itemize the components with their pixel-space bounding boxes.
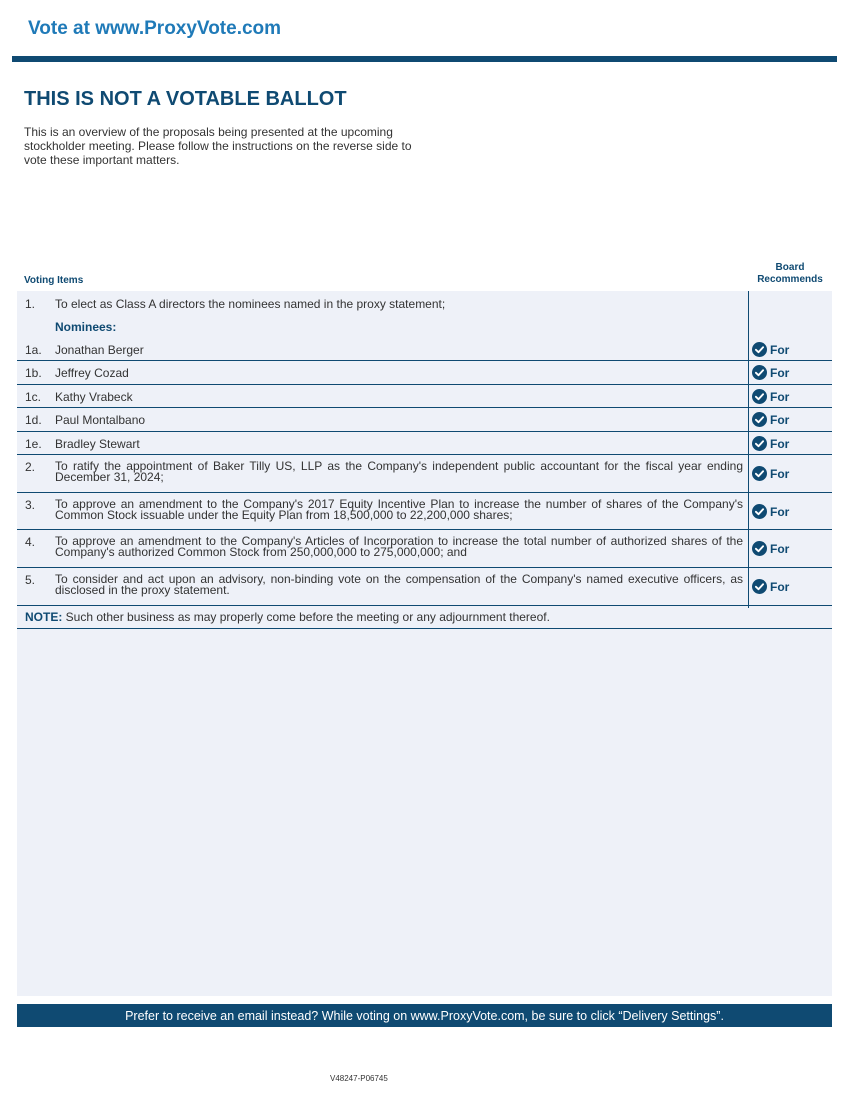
item-row-1 — [17, 295, 832, 315]
recommendation-label: For — [770, 579, 790, 594]
proposal-text: To approve an amendment to the Company's Articles of Incorporation to increase the total number of authorized shares of the Company's authorized Common Stock from 250,000,000 to 275,000,000; and — [55, 534, 743, 559]
item-text: To elect as Class A directors the nominees named in the proxy statement; — [55, 297, 446, 311]
nominee-number: 1d. — [25, 413, 42, 427]
proposal-text: To consider and act upon an advisory, non-binding vote on the compensation of the Company's named executive officers, as disclosed in the proxy statement. — [55, 572, 743, 597]
recommendation-for — [752, 541, 832, 556]
nominee-row — [17, 338, 832, 361]
nominee-row — [17, 385, 832, 408]
check-circle-icon — [752, 365, 767, 380]
document-code: V48247-P06745 — [330, 1074, 388, 1083]
vote-link-header: Vote at www.ProxyVote.com — [28, 18, 282, 39]
recommendation-label: For — [770, 389, 790, 404]
recommendation-for — [752, 412, 832, 427]
recommendation-for — [752, 436, 832, 451]
proposal-row-2 — [17, 455, 832, 493]
check-circle-icon — [752, 389, 767, 404]
recommendation-label: For — [770, 412, 790, 427]
intro-text: This is an overview of the proposals being presented at the upcoming stockholder meeting. Please follow the instructions on the reverse side to vote these important matters. — [24, 125, 412, 167]
proposal-row-4 — [17, 530, 832, 568]
recommendation-for — [752, 342, 832, 357]
voting-items-header: Voting Items — [24, 275, 84, 286]
nominee-number: 1c. — [25, 390, 42, 404]
recommendation-label: For — [770, 466, 790, 481]
check-circle-icon — [752, 504, 767, 519]
recommendation-label: For — [770, 365, 790, 380]
check-circle-icon — [752, 579, 767, 594]
item-number: 1. — [25, 297, 36, 311]
recommendation-for — [752, 504, 832, 519]
recommendation-label: For — [770, 504, 790, 519]
proposal-number: 2. — [25, 460, 36, 474]
proposal-row-5 — [17, 568, 832, 606]
check-circle-icon — [752, 466, 767, 481]
top-divider — [12, 56, 837, 62]
recommendation-for — [752, 365, 832, 380]
proposal-text: To ratify the appointment of Baker Tilly US, LLP as the Company's independent public accountant for the fiscal year ending December 31, 2024; — [55, 459, 743, 484]
recommendation-label: For — [770, 541, 790, 556]
proposal-row-3 — [17, 493, 832, 530]
proposal-number: 5. — [25, 573, 36, 587]
check-circle-icon — [752, 436, 767, 451]
board-header-line2: Recommends — [757, 274, 823, 285]
proposal-text: To approve an amendment to the Company's 2017 Equity Incentive Plan to increase the number of shares of the Company's Common Stock issuable under the Equity Plan from 18,500,000 to 22,200,000 shares; — [55, 497, 743, 522]
recommendation-label: For — [770, 436, 790, 451]
note-body: Such other business as may properly come before the meeting or any adjournment thereof. — [62, 610, 550, 624]
proposal-number: 4. — [25, 535, 36, 549]
recommendation-label: For — [770, 342, 790, 357]
nominee-name: Jeffrey Cozad — [55, 366, 129, 380]
board-header-line1: Board — [775, 262, 805, 273]
check-circle-icon — [752, 412, 767, 427]
nominee-number: 1b. — [25, 366, 42, 380]
nominees-label-row — [17, 318, 832, 338]
nominee-number: 1a. — [25, 343, 42, 357]
recommendation-for — [752, 466, 832, 481]
nominee-name: Bradley Stewart — [55, 437, 140, 451]
nominee-name: Paul Montalbano — [55, 413, 146, 427]
recommendation-for — [752, 389, 832, 404]
nominee-row — [17, 408, 832, 432]
nominee-row — [17, 432, 832, 455]
board-recommends-header — [749, 262, 831, 286]
ballot-title: THIS IS NOT A VOTABLE BALLOT — [24, 88, 347, 110]
note-row — [17, 606, 832, 629]
recommendation-for — [752, 579, 832, 594]
note-label: NOTE: — [25, 610, 63, 624]
delivery-settings-banner: Prefer to receive an email instead? While voting on www.ProxyVote.com, be sure to click “Delivery Settings”. — [17, 1004, 832, 1027]
nominee-number: 1e. — [25, 437, 42, 451]
nominee-name: Kathy Vrabeck — [55, 390, 133, 404]
proposal-number: 3. — [25, 498, 36, 512]
check-circle-icon — [752, 342, 767, 357]
note-text — [25, 610, 550, 624]
nominee-row — [17, 361, 832, 385]
nominee-name: Jonathan Berger — [55, 343, 144, 357]
nominees-label: Nominees: — [55, 320, 117, 334]
check-circle-icon — [752, 541, 767, 556]
